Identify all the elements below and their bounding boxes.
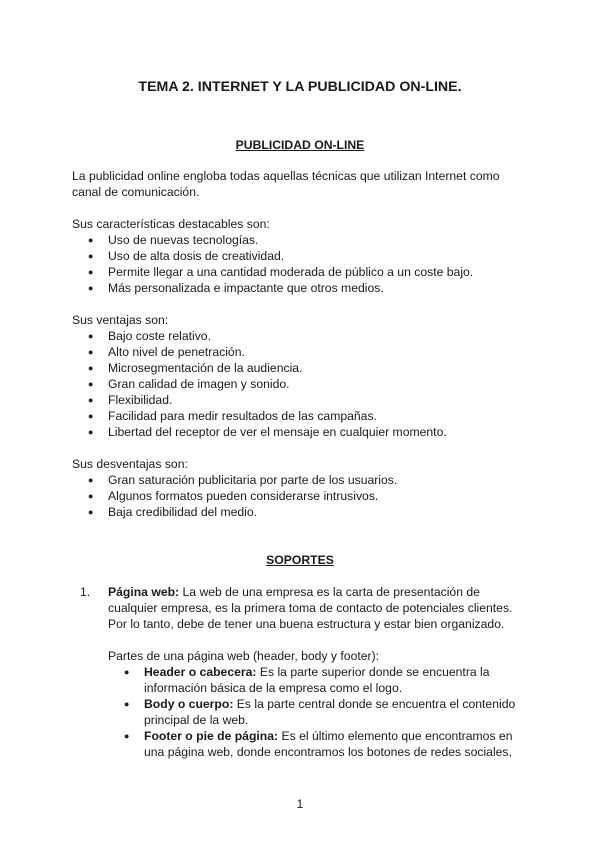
list-item: ● Libertad del receptor de ver el mensaje en cualquier momento. — [72, 424, 532, 440]
item-term: Página web: — [108, 585, 180, 599]
caracteristicas-label: Sus características destacables son: — [72, 217, 270, 231]
section-heading-publicidad: PUBLICIDAD ON-LINE — [235, 138, 365, 152]
ventajas-section — [72, 312, 532, 440]
list-item: ● Baja credibilidad del medio. — [72, 504, 532, 520]
parte-term: Header o cabecera: — [144, 665, 257, 679]
desventajas-section — [72, 456, 532, 520]
parte-text: Es la parte superior donde se encuentra la — [256, 665, 490, 679]
list-item: ● Alto nivel de penetración. — [72, 344, 532, 360]
ventajas-label: Sus ventajas son: — [72, 313, 169, 327]
parte-term: Body o cuerpo: — [144, 697, 234, 711]
caracteristicas-list — [72, 232, 532, 296]
numbered-item-pagina-web — [80, 584, 520, 760]
list-item: ● Uso de alta dosis de creatividad. — [72, 248, 532, 264]
intro-paragraph — [72, 168, 532, 200]
item-line: Por lo tanto, debe de tener una buena estructura y estar bien organizado. — [108, 617, 505, 631]
list-item: ● Gran saturación publicitaria por parte de los usuarios. — [72, 472, 532, 488]
item-text: La web de una empresa es la carta de presentación de — [179, 585, 480, 599]
desventajas-list — [72, 472, 532, 520]
section-heading-soportes: SOPORTES — [266, 553, 334, 567]
list-item: ● Más personalizada e impactante que otros medios. — [72, 280, 532, 296]
page-number: 1 — [296, 797, 304, 811]
caracteristicas-section — [72, 216, 532, 296]
desventajas-label: Sus desventajas son: — [72, 457, 188, 471]
list-item — [108, 664, 520, 696]
list-item: ● Flexibilidad. — [72, 392, 532, 408]
parte-text: principal de la web. — [144, 713, 249, 727]
document-title: TEMA 2. INTERNET Y LA PUBLICIDAD ON-LINE. — [138, 79, 462, 95]
parte-text: Es el último elemento que encontramos en — [278, 729, 513, 743]
item-line — [108, 584, 520, 600]
list-item: ● Bajo coste relativo. — [72, 328, 532, 344]
parte-term: Footer o pie de página: — [144, 729, 279, 743]
list-item — [108, 696, 520, 728]
list-item: ● Facilidad para medir resultados de las campañas. — [72, 408, 532, 424]
parte-text: una página web, donde encontramos los botones de redes sociales, — [144, 745, 512, 759]
parte-text: Es la parte central donde se encuentra el contenido — [233, 697, 516, 711]
item-number: 1. — [80, 585, 91, 599]
parte-text: información básica de la empresa como el logo. — [144, 681, 403, 695]
item-line: cualquier empresa, es la primera toma de contacto de potenciales clientes. — [108, 601, 513, 615]
partes-label: Partes de una página web (header, body y footer): — [108, 649, 380, 663]
ventajas-list — [72, 328, 532, 440]
list-item — [108, 728, 520, 760]
item-body — [108, 584, 520, 632]
list-item: ● Permite llegar a una cantidad moderada de público a un coste bajo. — [72, 264, 532, 280]
list-item: ● Uso de nuevas tecnologías. — [72, 232, 532, 248]
intro-line: canal de comunicación. — [72, 185, 200, 199]
intro-line: La publicidad online engloba todas aquellas técnicas que utilizan Internet como — [72, 169, 500, 183]
list-item: ● Microsegmentación de la audiencia. — [72, 360, 532, 376]
list-item: ● Gran calidad de imagen y sonido. — [72, 376, 532, 392]
list-item: ● Algunos formatos pueden considerarse intrusivos. — [72, 488, 532, 504]
partes-list — [108, 664, 520, 760]
